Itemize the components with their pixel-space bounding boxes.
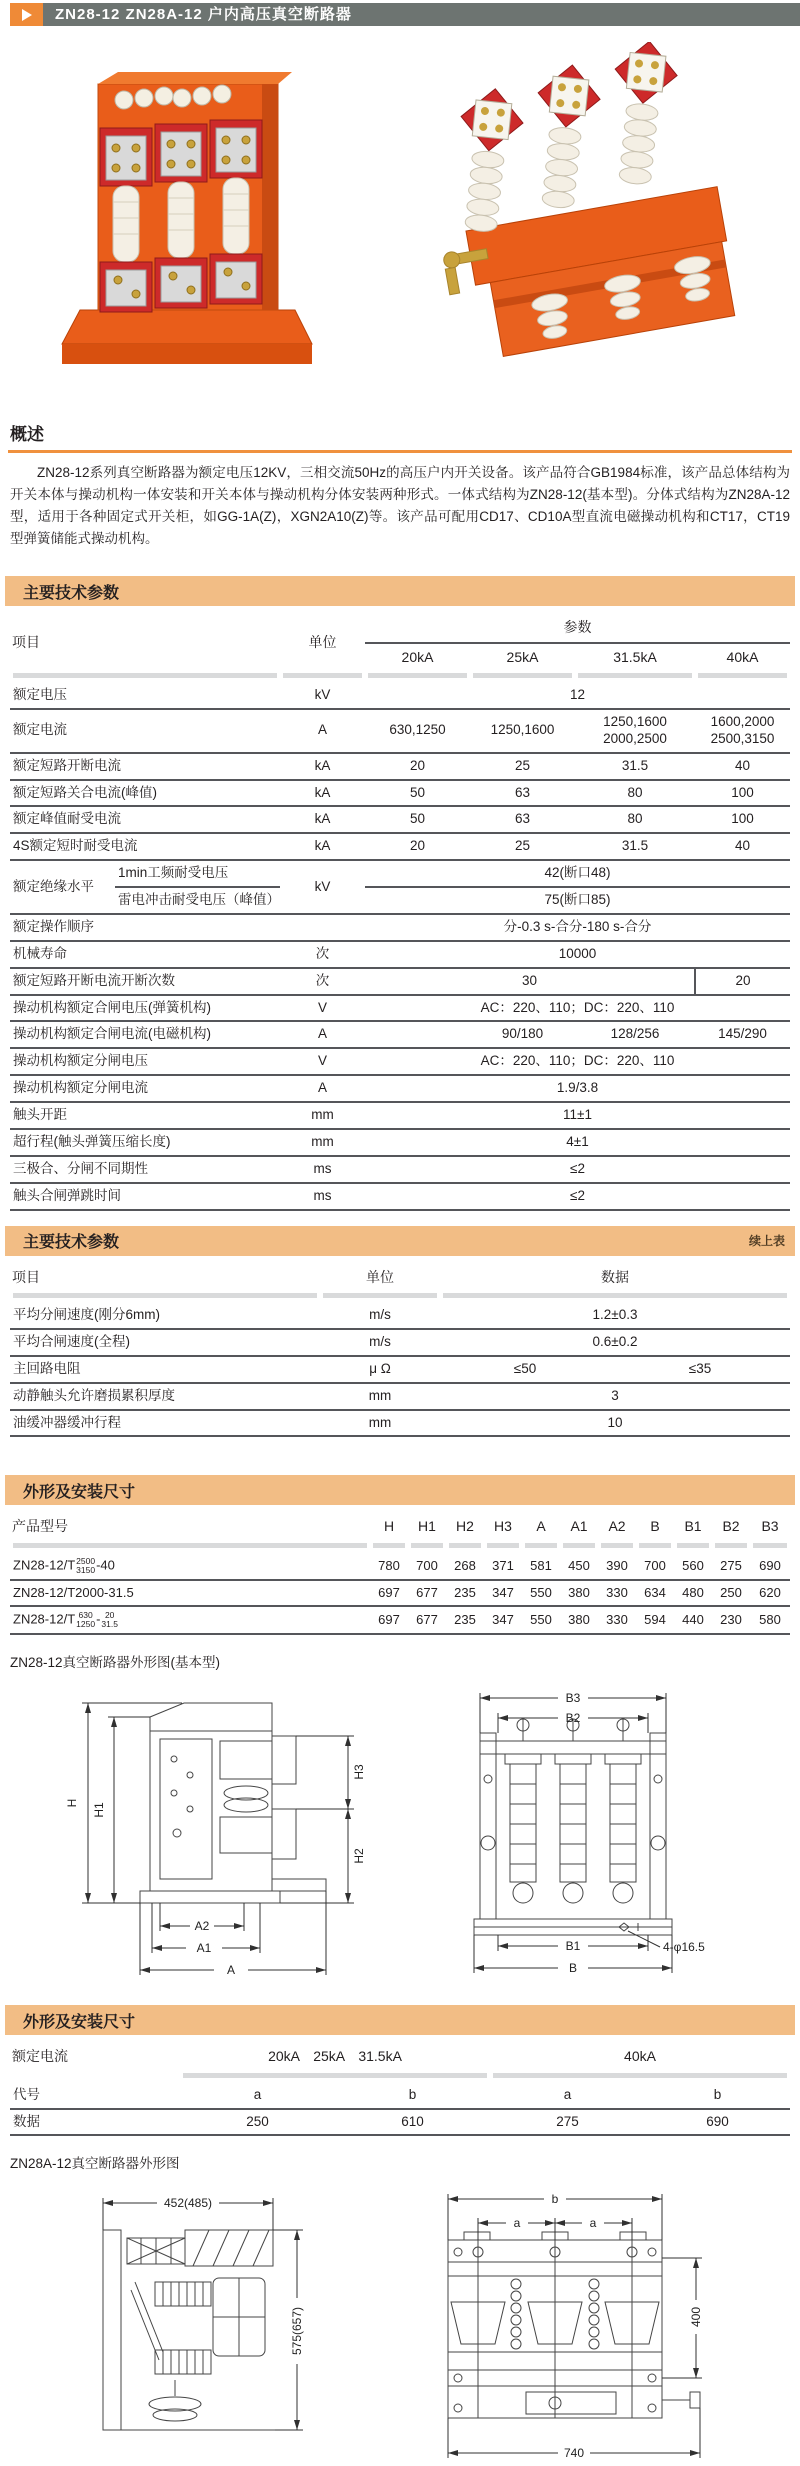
table-cell: 581 [522, 1553, 560, 1580]
table-cell: H3 [494, 1518, 512, 1535]
table-cell: 80 [575, 806, 695, 833]
table-cell: 机械寿命 [10, 941, 280, 968]
table-cell: A [280, 1075, 365, 1102]
outline-drawing-front-a [406, 2182, 766, 2466]
table-cell: 145/290 [695, 1021, 790, 1048]
table-cell: a [490, 2083, 645, 2109]
table-cell: A1 [570, 1518, 588, 1535]
product-photo-zn28-12 [40, 42, 340, 382]
table-cell: 主回路电阻 [10, 1356, 320, 1383]
table-cell: 128/256 [575, 1021, 695, 1048]
table-cell [522, 1541, 560, 1553]
table-cell: H [383, 1518, 395, 1535]
table-cell: 操动机构额定合闸电流(电磁机构) [10, 1021, 280, 1048]
table-cell: 390 [598, 1553, 636, 1580]
table-dimensions [10, 1513, 790, 1635]
table-cell: 677 [408, 1580, 446, 1606]
table-cell: V [280, 1048, 365, 1075]
table-cell: 4S额定短时耐受电流 [10, 833, 280, 860]
table-cell: 480 [674, 1580, 712, 1606]
table-cell: 620 [750, 1580, 790, 1606]
table-cell: 80 [575, 780, 695, 807]
table-cell: 触头合闸弹跳时间 [10, 1183, 280, 1210]
table-cell: 330 [598, 1580, 636, 1606]
table-cell: 75(断口85) [365, 887, 790, 914]
table-cell: 20kA 25kA 31.5kA [268, 2048, 402, 2065]
table-cell [598, 1541, 636, 1553]
table-cell [484, 1541, 522, 1553]
table-cell: 4±1 [365, 1129, 790, 1156]
table-cell: kV [280, 683, 365, 709]
section-title: 外形及安装尺寸 [23, 1483, 136, 1501]
overview-section [8, 420, 792, 550]
table-cell [470, 671, 575, 683]
table-cell: 560 [674, 1553, 712, 1580]
table-cell: 额定电流 [10, 709, 280, 753]
table-cell: 25 [470, 753, 575, 780]
table-cell: 550 [522, 1580, 560, 1606]
table-cell: 触头开距 [10, 1102, 280, 1129]
table-cell: kA [280, 806, 365, 833]
dim-label-H3: H3 [352, 1764, 366, 1780]
table-cell: A [280, 709, 365, 753]
table-cell: kA [280, 753, 365, 780]
outline-drawings-basic [0, 1671, 800, 1977]
drawing-label-a-type: ZN28A-12真空断路器外形图 [10, 2156, 180, 2172]
table-cell: 235 [446, 1580, 484, 1606]
table-cell: 90/180 [470, 1021, 575, 1048]
dim-label-a1: a [513, 2216, 520, 2231]
table-cell: 610 [335, 2109, 490, 2136]
table-cell: 1.2±0.3 [440, 1303, 790, 1329]
table-cell: 40 [695, 753, 790, 780]
table-cell: 分-0.3 s-合分-180 s-合分 [365, 914, 790, 941]
page-header-bar [0, 3, 800, 26]
hole-note: 4-φ16.5 [663, 1940, 705, 1955]
table-cell: 780 [370, 1553, 408, 1580]
dim-label-H2: H2 [352, 1848, 366, 1864]
outline-drawing-front-basic [418, 1681, 768, 1977]
section-title: 主要技术参数 [23, 584, 120, 602]
dim-label-A: A [226, 1963, 236, 1978]
table-cell: 371 [484, 1553, 522, 1580]
table-cell: 1.9/3.8 [365, 1075, 790, 1102]
table-cell: 25kA [506, 648, 539, 665]
table-cell: mm [280, 1102, 365, 1129]
table-cell: 平均合闸速度(全程) [10, 1329, 320, 1356]
table-cell: A [280, 1021, 365, 1048]
table-cell: 594 [636, 1606, 674, 1634]
table-cell [408, 1541, 446, 1553]
table-cell: 380 [560, 1580, 598, 1606]
table-cell: 三极合、分闸不同期性 [10, 1156, 280, 1183]
table-cell: 3 [440, 1383, 790, 1410]
dim-label-a2: a [589, 2216, 596, 2231]
table-cell: 额定短路关合电流(峰值) [10, 780, 280, 807]
dim-label-B2: B2 [565, 1711, 581, 1726]
table-cell [10, 671, 280, 683]
outline-drawing-side-a [35, 2182, 365, 2464]
table-cell: 31.5 [575, 833, 695, 860]
outline-drawings-a-type [0, 2172, 800, 2466]
table-cell: 20 [365, 833, 470, 860]
section-title: 外形及安装尺寸 [23, 2013, 136, 2031]
table-cell [674, 1541, 712, 1553]
table-cell: 10000 [365, 941, 790, 968]
table-install-dimensions [10, 2043, 790, 2136]
table-cell [180, 2071, 490, 2083]
table-cell: 次 [280, 941, 365, 968]
overview-text: ZN28-12系列真空断路器为额定电压12KV，三相交流50Hz的高压户内开关设备。该产品符合GB1984标准，该产品总体结构为开关本体与操动机构一体安装和开关本体与操动机构分体安装两种形式。一体式结构为ZN28-12(基本型)。分体式结构为ZN28A-12型，适用于各种固定式开关柜，如GG-1A(Z)，XGN2A10(Z)等。该产品可配用CD17、CD10A型直流电磁操动机构和CT17，CT19型弹簧储能式操动机构。 [10, 465, 790, 546]
table-cell: 700 [408, 1553, 446, 1580]
table-cell: 参数 [365, 614, 790, 643]
table-cell: 额定短路开断电流开断次数 [10, 968, 280, 995]
table-main-params-continued [10, 1264, 790, 1438]
table-cell: 平均分闸速度(刚分6mm) [10, 1303, 320, 1329]
table-cell [280, 671, 365, 683]
table-cell: 1250,1600 [470, 709, 575, 753]
table-cell: 347 [484, 1580, 522, 1606]
table-cell: 250 [712, 1580, 750, 1606]
dim-label-452: 452(485) [163, 2196, 212, 2211]
outline-drawing-side-basic [32, 1681, 382, 1977]
table-cell: 1250,1600 2000,2500 [575, 709, 695, 753]
table-cell: 347 [484, 1606, 522, 1634]
table-cell: AC：220、110；DC：220、110 [365, 995, 790, 1022]
table-cell: 630,1250 [365, 709, 470, 753]
table-cell: 31.5kA [613, 648, 657, 665]
dim-label-H1: H1 [92, 1802, 106, 1818]
table-cell [712, 1541, 750, 1553]
table-cell: 项目 [12, 633, 40, 650]
table-cell: 275 [490, 2109, 645, 2136]
continued-note: 续上表 [748, 1234, 785, 1248]
table-cell: 42(断口48) [365, 860, 790, 887]
dim-label-B3: B3 [565, 1691, 581, 1706]
table-cell [320, 1291, 440, 1303]
dim-label-H: H [65, 1798, 79, 1808]
table-cell: B2 [722, 1518, 740, 1535]
table-cell: 超行程(触头弹簧压缩长度) [10, 1129, 280, 1156]
table-cell: ZN28-12/T2000-31.5 [10, 1580, 370, 1606]
play-triangle-icon [22, 9, 32, 21]
dim-label-400: 400 [688, 2307, 703, 2328]
table-cell: 50 [365, 780, 470, 807]
table-cell: 11±1 [365, 1102, 790, 1129]
table-cell: 额定峰值耐受电流 [10, 806, 280, 833]
table-cell: 额定电流 [12, 2048, 68, 2065]
table-cell: 25 [470, 833, 575, 860]
table-cell: 0.6±0.2 [440, 1329, 790, 1356]
table-cell: 20kA [401, 648, 434, 665]
table-cell: mm [320, 1410, 440, 1437]
header-accent [10, 3, 43, 26]
dim-label-B: B [568, 1961, 578, 1976]
table-cell: ≤2 [365, 1183, 790, 1210]
table-cell: kA [280, 833, 365, 860]
table-cell: A [536, 1518, 546, 1535]
table-cell: 次 [280, 968, 365, 995]
section-bar-main-params-continued [5, 1226, 795, 1256]
page-title: ZN28-12 ZN28A-12 户内高压真空断路器 [43, 3, 800, 26]
table-cell: 30 [365, 968, 695, 995]
section-title: 主要技术参数 [23, 1234, 120, 1251]
table-cell: 产品型号 [12, 1518, 68, 1535]
table-cell: 项目 [12, 1268, 40, 1285]
table-cell [280, 914, 365, 941]
table-cell: ZN28-12/T 630 1250 - 20 31.5 [10, 1606, 370, 1634]
table-cell: H2 [456, 1518, 474, 1535]
table-cell: 数据 [601, 1268, 629, 1285]
table-cell: 63 [470, 780, 575, 807]
table-cell: 268 [446, 1553, 484, 1580]
table-cell: m/s [320, 1329, 440, 1356]
product-photo-zn28a-12 [435, 42, 770, 382]
drawing-label-basic: ZN28-12真空断路器外形图(基本型) [10, 1655, 221, 1671]
table-cell: 63 [470, 806, 575, 833]
table-cell [560, 1541, 598, 1553]
table-cell: 单位 [308, 633, 337, 650]
table-cell: 690 [645, 2109, 790, 2136]
table-cell: kV [280, 860, 365, 914]
dim-label-b: b [551, 2192, 558, 2207]
table-cell: A2 [608, 1518, 626, 1535]
table-cell: 100 [695, 806, 790, 833]
table-cell: 40kA [726, 648, 759, 665]
table-cell [365, 671, 470, 683]
table-cell [10, 2071, 180, 2083]
table-cell: 12 [365, 683, 790, 709]
table-cell: 单位 [366, 1268, 394, 1285]
table-cell: b [645, 2083, 790, 2109]
table-cell: 操动机构额定分闸电压 [10, 1048, 280, 1075]
table-cell: ≤50 [440, 1356, 610, 1383]
table-cell: ZN28-12/T 2500 3150 -40 [10, 1553, 370, 1580]
table-cell: 235 [446, 1606, 484, 1634]
table-cell: H1 [418, 1518, 436, 1535]
table-cell: 20 [695, 968, 790, 995]
table-cell: 634 [636, 1580, 674, 1606]
overview-heading: 概述 [8, 420, 792, 453]
table-cell: 代号 [10, 2083, 180, 2109]
table-cell: 275 [712, 1553, 750, 1580]
table-cell: 677 [408, 1606, 446, 1634]
table-cell [490, 2071, 790, 2083]
table-cell: 697 [370, 1606, 408, 1634]
table-cell: 440 [674, 1606, 712, 1634]
product-photos [0, 26, 800, 394]
table-cell: 额定电压 [10, 683, 280, 709]
table-cell: 操动机构额定合闸电压(弹簧机构) [10, 995, 280, 1022]
table-cell: V [280, 995, 365, 1022]
table-cell: ms [280, 1183, 365, 1210]
dim-label-575: 575(657) [289, 2307, 304, 2356]
table-cell: B [650, 1518, 660, 1535]
table-cell: kA [280, 780, 365, 807]
table-cell: ms [280, 1156, 365, 1183]
table-cell: 雷电冲击耐受电压（峰值） [115, 887, 280, 914]
table-cell: 690 [750, 1553, 790, 1580]
table-cell: 380 [560, 1606, 598, 1634]
table-cell: 1min工频耐受电压 [115, 860, 280, 887]
table-cell [365, 1021, 470, 1048]
table-cell: AC：220、110；DC：220、110 [365, 1048, 790, 1075]
table-cell: B1 [684, 1518, 702, 1535]
table-cell [10, 1541, 370, 1553]
section-bar-main-params [5, 576, 795, 606]
table-cell [446, 1541, 484, 1553]
table-cell: 31.5 [575, 753, 695, 780]
table-cell: 10 [440, 1410, 790, 1437]
table-cell [440, 1291, 790, 1303]
table-cell: 230 [712, 1606, 750, 1634]
table-cell: 700 [636, 1553, 674, 1580]
table-cell: 动静触头允许磨损累积厚度 [10, 1383, 320, 1410]
dim-label-A1: A1 [196, 1941, 212, 1956]
table-cell: ≤2 [365, 1156, 790, 1183]
table-cell [370, 1541, 408, 1553]
table-cell [575, 671, 695, 683]
dim-label-A2: A2 [194, 1919, 210, 1934]
table-cell: 330 [598, 1606, 636, 1634]
table-cell: μ Ω [320, 1356, 440, 1383]
table-cell: b [335, 2083, 490, 2109]
table-cell: 40kA [624, 2048, 656, 2065]
table-cell [636, 1541, 674, 1553]
dim-label-740: 740 [563, 2446, 584, 2461]
table-cell: 额定操作顺序 [10, 914, 280, 941]
table-cell [695, 671, 790, 683]
table-main-params [10, 614, 790, 1211]
table-cell: 550 [522, 1606, 560, 1634]
table-cell: mm [280, 1129, 365, 1156]
table-cell: m/s [320, 1303, 440, 1329]
table-cell: 100 [695, 780, 790, 807]
table-cell: 450 [560, 1553, 598, 1580]
table-cell: 580 [750, 1606, 790, 1634]
section-bar-dimensions [5, 1475, 795, 1505]
table-cell [750, 1541, 790, 1553]
section-bar-install-dimensions [5, 2005, 795, 2035]
table-cell [10, 1291, 320, 1303]
table-cell: 50 [365, 806, 470, 833]
table-cell: a [180, 2083, 335, 2109]
table-cell: 250 [180, 2109, 335, 2136]
table-cell: 20 [365, 753, 470, 780]
table-cell: 1600,2000 2500,3150 [695, 709, 790, 753]
table-cell: 697 [370, 1580, 408, 1606]
table-cell: 40 [695, 833, 790, 860]
table-cell: 油缓冲器缓冲行程 [10, 1410, 320, 1437]
table-cell: mm [320, 1383, 440, 1410]
table-cell: 操动机构额定分闸电流 [10, 1075, 280, 1102]
table-cell: ≤35 [610, 1356, 790, 1383]
table-cell: 额定短路开断电流 [10, 753, 280, 780]
table-cell: B3 [761, 1518, 779, 1535]
table-cell: 数据 [10, 2109, 180, 2136]
table-cell: 额定绝缘水平 [10, 860, 115, 914]
dim-label-B1: B1 [565, 1939, 581, 1954]
